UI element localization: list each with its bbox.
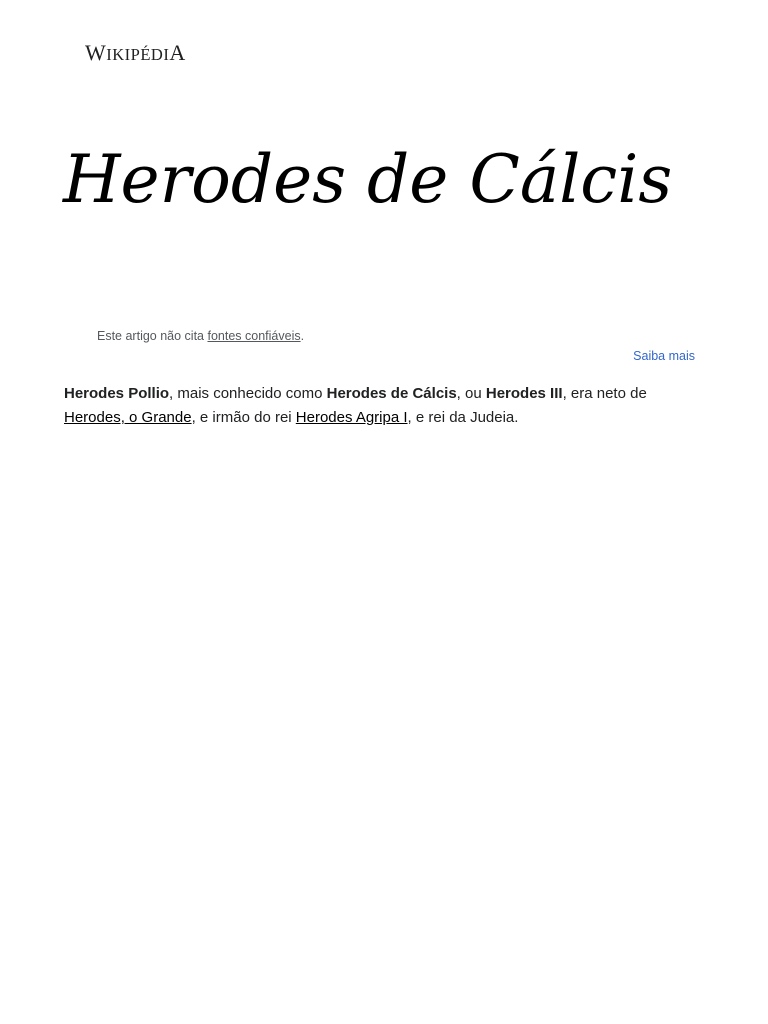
learn-more-link[interactable]: Saiba mais — [633, 349, 695, 363]
bold-term-calcis: Herodes de Cálcis — [326, 385, 457, 402]
bold-term-pollio: Herodes Pollio — [64, 385, 170, 402]
wikipedia-wordmark[interactable] — [85, 40, 186, 68]
herodes-agripa-link[interactable]: Herodes Agripa I — [295, 409, 408, 426]
notice-text: Este artigo não cita — [97, 329, 208, 343]
page-title: Herodes de Cálcis — [63, 141, 673, 218]
herodes-o-grande-link[interactable]: Herodes, o Grande — [64, 409, 192, 426]
reliable-sources-link[interactable]: fontes confiáveis — [207, 329, 301, 343]
notice-period: . — [300, 329, 305, 343]
intro-text: , e irmão do rei — [191, 409, 296, 426]
wordmark-w: W — [85, 40, 107, 65]
bold-term-herodes-iii: Herodes III — [485, 385, 563, 402]
intro-text: , ou — [456, 385, 486, 402]
wordmark-a: A — [169, 40, 186, 65]
intro-text: , e rei da Judeia. — [407, 409, 519, 426]
intro-text: , era neto de — [562, 385, 647, 402]
wordmark-middle: IKIPÉDI — [106, 45, 170, 64]
intro-paragraph — [64, 382, 704, 430]
intro-text: , mais conhecido como — [169, 385, 327, 402]
citation-notice — [97, 327, 304, 345]
